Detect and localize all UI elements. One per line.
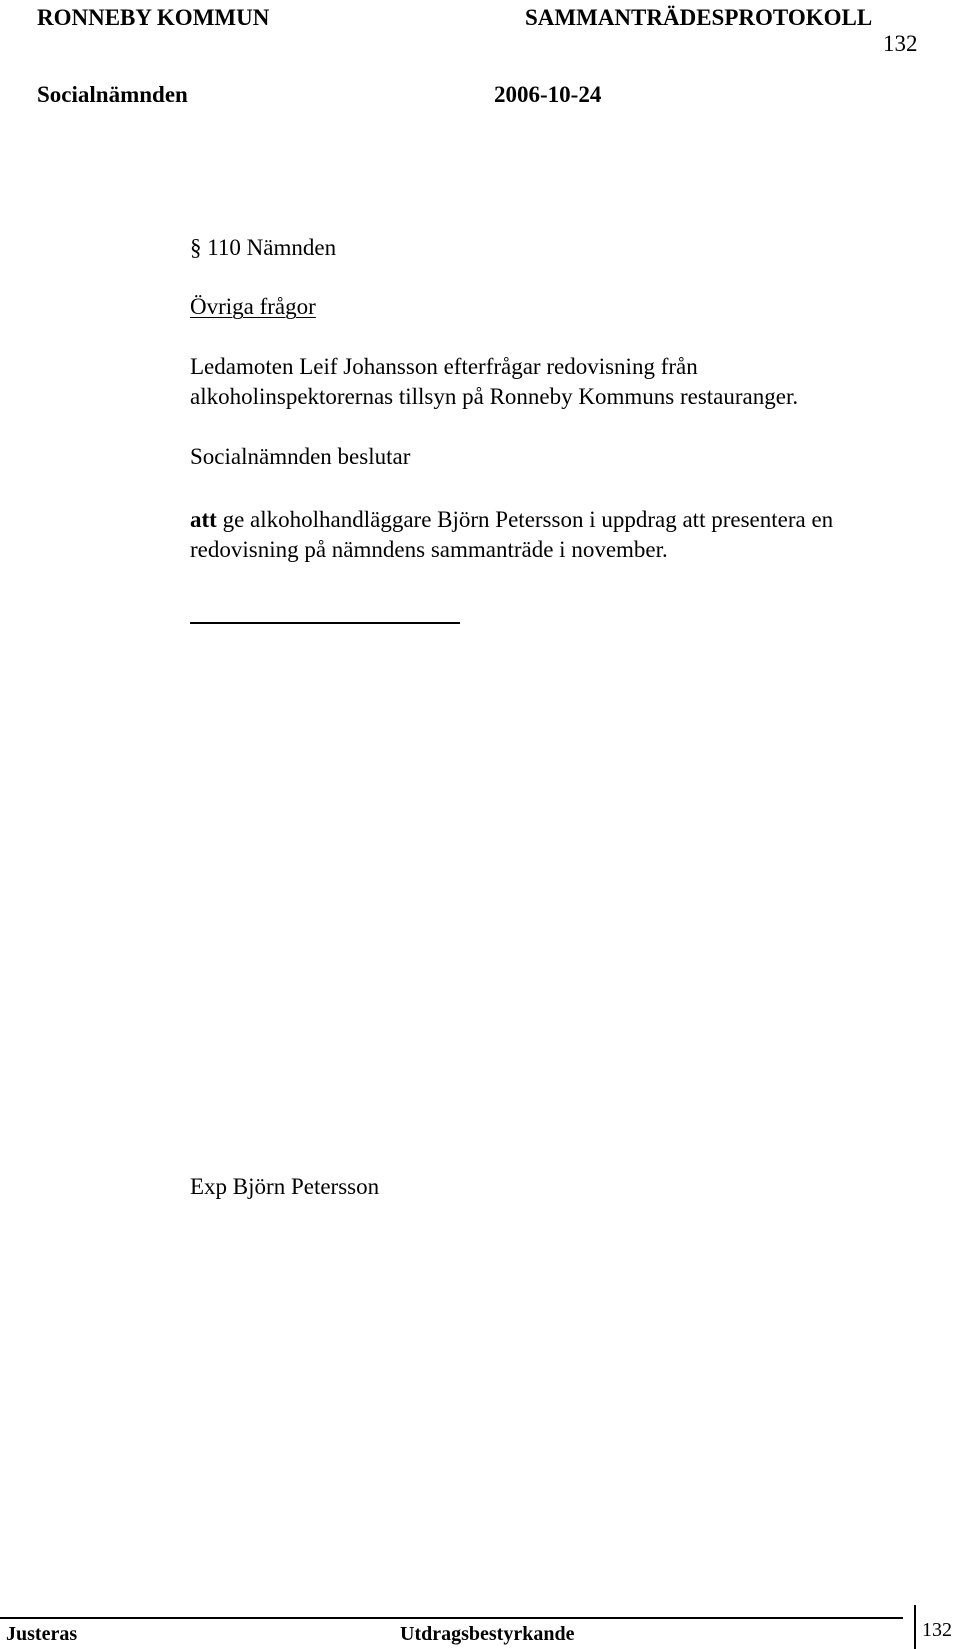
document-type: SAMMANTRÄDESPROTOKOLL: [525, 5, 873, 30]
section-title: 110 Nämnden: [207, 235, 337, 260]
separator-line: [190, 622, 460, 624]
decision-intro: Socialnämnden beslutar: [190, 444, 411, 469]
org-name: RONNEBY KOMMUN: [37, 5, 270, 30]
footer-divider: [914, 1605, 916, 1649]
section-heading: [190, 233, 336, 263]
paragraph-line: Ledamoten Leif Johansson efterfrågar redovisning från: [190, 354, 698, 379]
distribution-note: Exp Björn Petersson: [190, 1174, 380, 1199]
decision-keyword: att: [190, 507, 217, 532]
footer-justeras: Justeras: [6, 1623, 78, 1645]
section-symbol: §: [190, 235, 202, 260]
paragraph-line: alkoholinspektorernas tillsyn på Ronneby Kommuns restauranger.: [190, 384, 799, 409]
decision-line: [190, 505, 833, 535]
decision-line: redovisning på nämndens sammanträde i november.: [190, 537, 668, 562]
footer-utdragsbestyrkande: Utdragsbestyrkande: [400, 1623, 575, 1645]
footer-page-number: 132: [922, 1619, 952, 1641]
decision-text: ge alkoholhandläggare Björn Petersson i uppdrag att presentera en: [216, 507, 834, 532]
decision: [190, 505, 833, 565]
paragraph: [190, 352, 798, 412]
header-page-number: 132: [883, 31, 918, 56]
footer-rule: [0, 1617, 903, 1619]
section-subject: Övriga frågor: [190, 294, 316, 319]
committee-name: Socialnämnden: [37, 82, 188, 107]
meeting-date: 2006-10-24: [494, 82, 602, 107]
